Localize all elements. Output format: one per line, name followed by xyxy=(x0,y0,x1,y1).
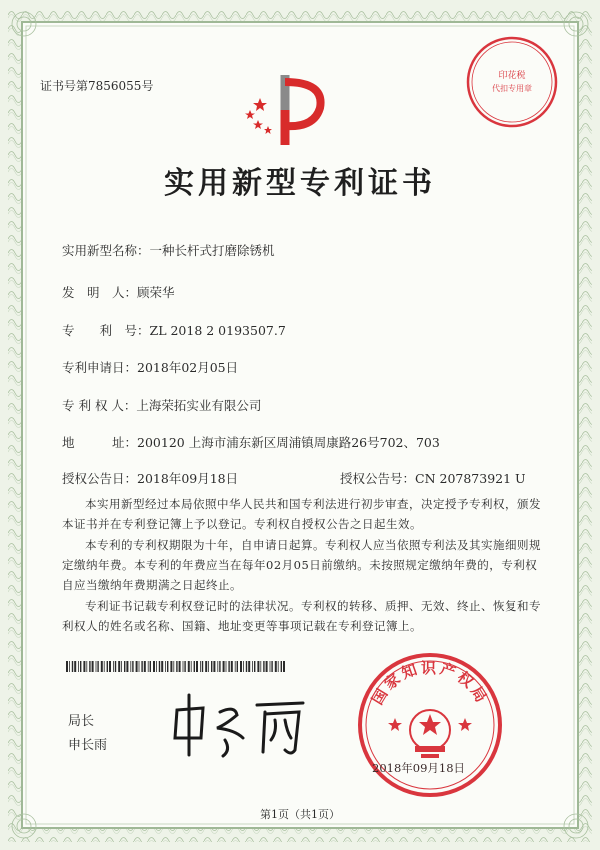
grant-date-value: 2018年09月18日 xyxy=(137,471,239,486)
barcode xyxy=(66,661,288,672)
patentee-row xyxy=(62,396,261,414)
barcode-bar xyxy=(270,661,271,672)
inventor-label: 发 明 人： xyxy=(62,285,138,300)
cnipa-logo xyxy=(240,70,330,150)
tax-stamp-seal xyxy=(462,32,562,132)
barcode-bar xyxy=(194,661,195,672)
barcode-bar xyxy=(109,661,111,672)
barcode-bar xyxy=(69,661,70,672)
barcode-bar xyxy=(278,661,279,672)
barcode-bar xyxy=(148,661,149,672)
barcode-bar xyxy=(80,661,81,672)
grant-number-row xyxy=(340,469,526,487)
barcode-bar xyxy=(240,661,242,672)
barcode-bar xyxy=(132,661,133,672)
patent-number-value: ZL 2018 2 0193507.7 xyxy=(149,323,286,338)
barcode-bar xyxy=(113,661,114,672)
barcode-bar xyxy=(246,661,247,672)
barcode-bar xyxy=(202,661,203,672)
cnipa-official-seal xyxy=(355,650,505,800)
barcode-bar xyxy=(161,661,163,672)
barcode-bar xyxy=(208,661,209,672)
barcode-bar xyxy=(153,661,155,672)
barcode-bar xyxy=(126,661,128,672)
barcode-bar xyxy=(231,661,233,672)
barcode-bar xyxy=(150,661,151,672)
barcode-bar xyxy=(176,661,177,672)
barcode-bar xyxy=(115,661,116,672)
barcode-bar xyxy=(156,661,157,672)
barcode-bar xyxy=(200,661,201,672)
barcode-bar xyxy=(89,661,90,672)
inventor-value: 顾荣华 xyxy=(137,285,175,300)
grant-date-row xyxy=(62,469,238,487)
barcode-bar xyxy=(252,661,253,672)
director-title: 局长 xyxy=(68,714,95,729)
barcode-bar xyxy=(66,661,68,672)
barcode-bar xyxy=(254,661,255,672)
svg-text:印花税: 印花税 xyxy=(498,71,526,81)
barcode-bar xyxy=(74,661,76,672)
barcode-bar xyxy=(97,661,98,672)
barcode-bar xyxy=(184,661,185,672)
grant-date-label: 授权公告日： xyxy=(62,471,138,486)
barcode-bar xyxy=(159,661,160,672)
barcode-bar xyxy=(121,661,122,672)
barcode-bar xyxy=(141,661,142,672)
barcode-bar xyxy=(136,661,138,672)
patentee-value: 上海荣拓实业有限公司 xyxy=(136,398,262,413)
address-label: 地 址： xyxy=(62,435,138,450)
filing-date-value: 2018年02月05日 xyxy=(137,360,239,375)
barcode-bar xyxy=(86,661,87,672)
barcode-bar xyxy=(104,661,105,672)
barcode-bar xyxy=(281,661,282,672)
utility-model-name-value: 一种长杆式打磨除锈机 xyxy=(149,243,275,258)
utility-model-name-row xyxy=(62,241,275,259)
barcode-bar xyxy=(167,661,168,672)
patent-number-row xyxy=(62,321,286,339)
page-footer: 第1页（共1页） xyxy=(260,808,340,821)
barcode-bar xyxy=(107,661,108,672)
barcode-bar xyxy=(188,661,190,672)
barcode-bar xyxy=(219,661,220,672)
svg-text:国家知识产权局: 国家知识产权局 xyxy=(368,658,492,708)
barcode-bar xyxy=(248,661,250,672)
grant-number-value: CN 207873921 U xyxy=(415,471,526,486)
barcode-bar xyxy=(96,661,97,672)
utility-model-name-label: 实用新型名称： xyxy=(62,243,150,258)
barcode-bar xyxy=(78,661,79,672)
barcode-bar xyxy=(179,661,181,672)
barcode-bar xyxy=(101,661,103,672)
certificate-number: 证书号第7856055号 xyxy=(40,79,154,93)
barcode-bar xyxy=(211,661,212,672)
barcode-bar xyxy=(213,661,215,672)
director-signature xyxy=(165,690,310,760)
barcode-bar xyxy=(263,661,264,672)
barcode-bar xyxy=(228,661,229,672)
barcode-bar xyxy=(205,661,207,672)
legal-paragraph-3: 专利证书记载专利权登记时的法律状况。专利权的转移、质押、无效、终止、恢复和专利权人的姓名或名称、国籍、地址变更等事项记载在专利登记簿上。 xyxy=(62,599,541,633)
barcode-bar xyxy=(196,661,198,672)
legal-paragraph-1: 本实用新型经过本局依照中华人民共和国专利法进行初步审查，决定授予专利权，颁发本证书并在专利登记簿上予以登记。专利权自授权公告之日起生效。 xyxy=(62,497,541,531)
barcode-bar xyxy=(257,661,259,672)
barcode-bar xyxy=(173,661,174,672)
inventor-row xyxy=(62,283,175,301)
barcode-bar xyxy=(260,661,261,672)
barcode-bar xyxy=(237,661,238,672)
legal-paragraph-2: 本专利的专利权期限为十年，自申请日起算。专利权人应当依照专利法及其实施细则规定缴纳年费。本专利的年费应当在每年02月05日前缴纳。未按照规定缴纳年费的，专利权自应当缴纳年费期满之日起终止。 xyxy=(62,538,541,592)
grant-number-label: 授权公告号： xyxy=(340,471,416,486)
barcode-bar xyxy=(217,661,218,672)
barcode-bar xyxy=(266,661,268,672)
certificate-title: 实用新型专利证书 xyxy=(164,166,436,201)
barcode-bar xyxy=(275,661,277,672)
barcode-bar xyxy=(271,661,272,672)
seal-date: 2018年09月18日 xyxy=(372,761,466,775)
barcode-bar xyxy=(226,661,227,672)
barcode-bar xyxy=(144,661,146,672)
barcode-bar xyxy=(283,661,285,672)
svg-text:代扣专用章: 代扣专用章 xyxy=(492,84,532,93)
barcode-bar xyxy=(92,661,94,672)
patent-number-label: 专 利 号： xyxy=(62,323,150,338)
barcode-bar xyxy=(72,661,73,672)
barcode-bar xyxy=(183,661,184,672)
barcode-bar xyxy=(165,661,166,672)
barcode-bar xyxy=(223,661,225,672)
barcode-bar xyxy=(243,661,244,672)
patentee-label: 专 利 权 人： xyxy=(62,398,137,413)
address-value: 200120 上海市浦东新区周浦镇周康路26号702、703 xyxy=(137,435,440,450)
barcode-bar xyxy=(124,661,125,672)
address-row xyxy=(62,433,440,451)
filing-date-row xyxy=(62,358,238,376)
barcode-bar xyxy=(139,661,140,672)
barcode-bar xyxy=(83,661,85,672)
barcode-bar xyxy=(191,661,192,672)
barcode-bar xyxy=(235,661,236,672)
barcode-bar xyxy=(130,661,131,672)
barcode-bar xyxy=(170,661,172,672)
director-name: 申长雨 xyxy=(68,738,108,753)
barcode-bar xyxy=(118,661,120,672)
filing-date-label: 专利申请日： xyxy=(62,360,138,375)
